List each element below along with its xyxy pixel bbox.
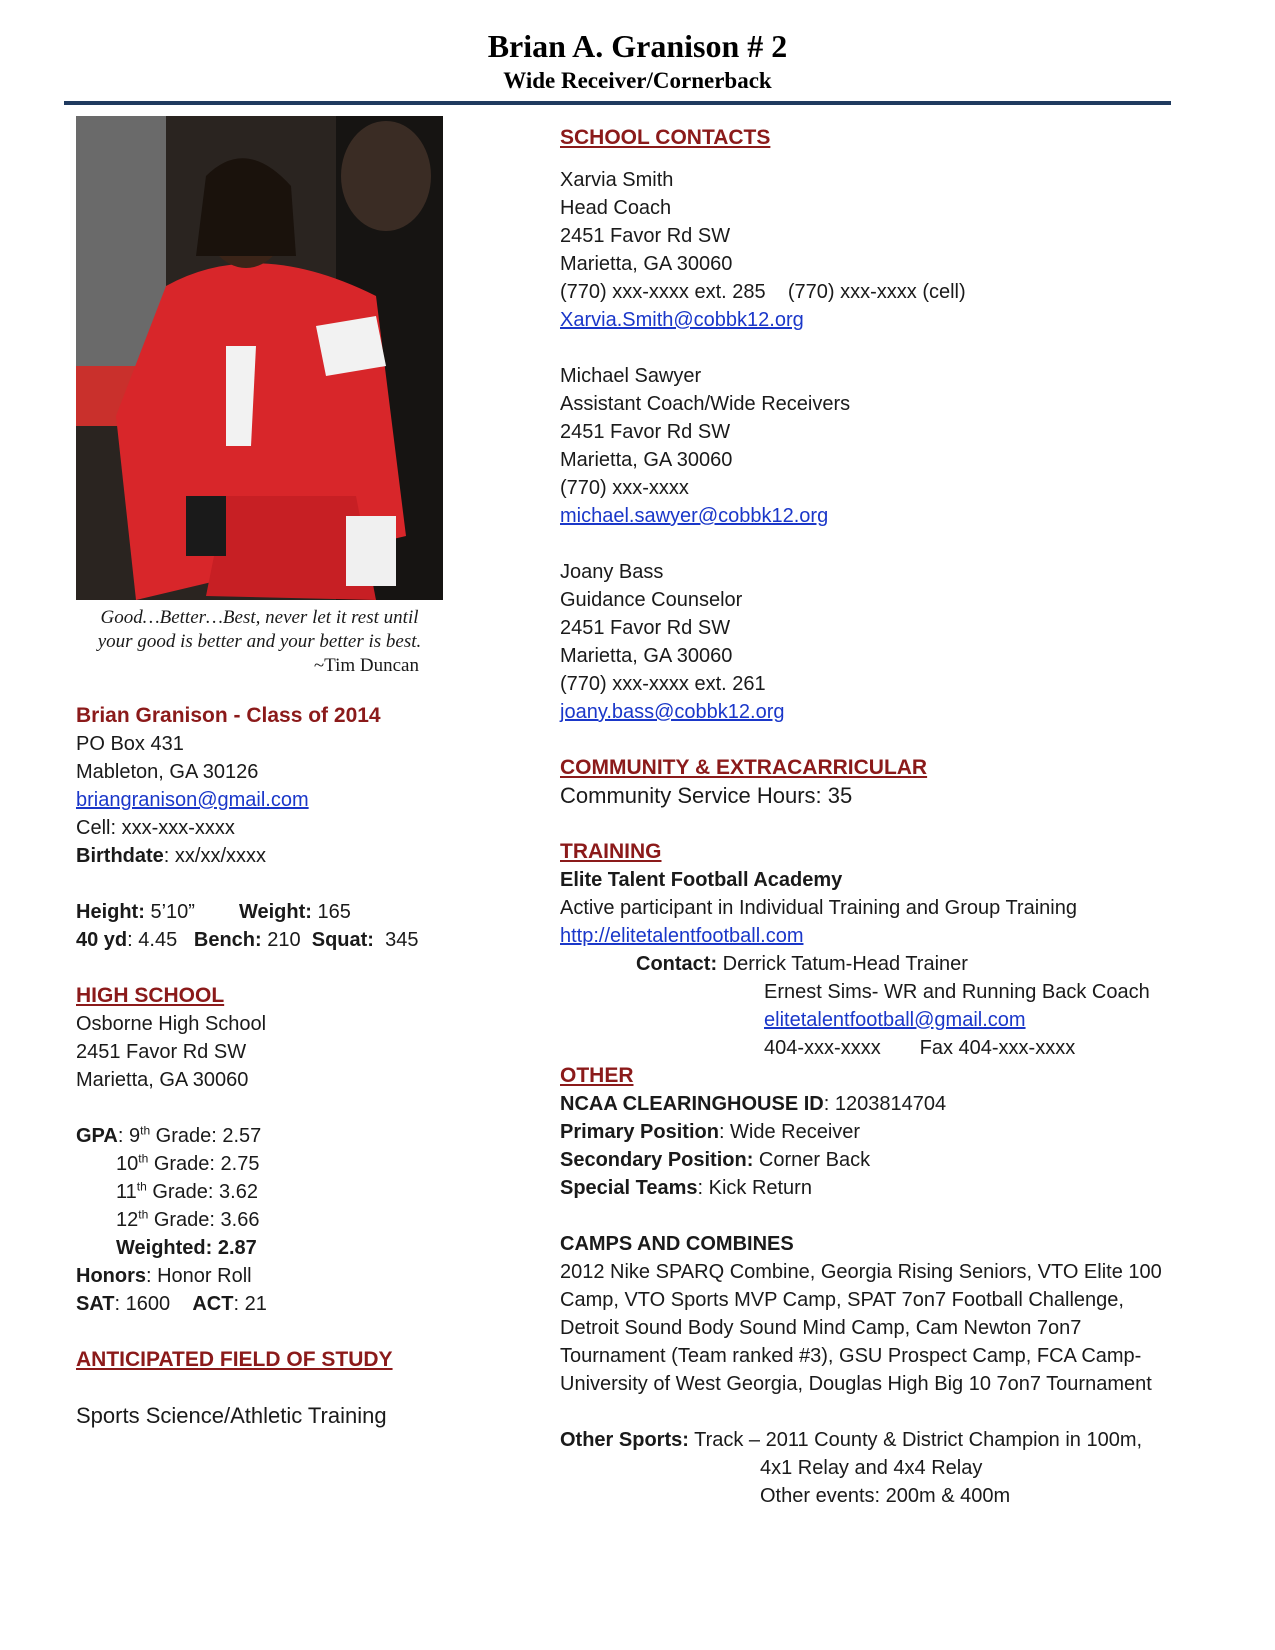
training-contact-2: Ernest Sims- WR and Running Back Coach: [764, 981, 1150, 1003]
profile-address-1: PO Box 431: [76, 733, 184, 755]
honors: Honors: Honor Roll: [76, 1265, 252, 1287]
primary-position: Primary Position: Wide Receiver: [560, 1121, 861, 1143]
profile-height-weight: Height: 5’10” Weight: 165: [76, 901, 351, 923]
field-of-study-value: Sports Science/Athletic Training: [76, 1403, 387, 1428]
contact-role: Assistant Coach/Wide Receivers: [560, 393, 851, 415]
camps-line-4: Tournament (Team ranked #3), GSU Prospect Camp, FCA Camp-: [560, 1345, 1142, 1367]
right-column: [560, 124, 1200, 1510]
training-url-link[interactable]: http://elitetalentfootball.com: [560, 925, 804, 947]
other-heading: OTHER: [560, 1064, 634, 1087]
ncaa-id: NCAA CLEARINGHOUSE ID: 1203814704: [560, 1093, 947, 1115]
secondary-position: Secondary Position: Corner Back: [560, 1149, 871, 1171]
contact-phone: (770) xxx-xxxx ext. 261: [560, 673, 766, 695]
training-heading: TRAINING: [560, 840, 662, 863]
contact-address-1: 2451 Favor Rd SW: [560, 225, 731, 247]
field-of-study-heading: ANTICIPATED FIELD OF STUDY: [76, 1348, 393, 1371]
community-heading: COMMUNITY & EXTRACARRICULAR: [560, 756, 928, 779]
test-scores: SAT: 1600 ACT: 21: [76, 1293, 267, 1315]
training-email-link[interactable]: elitetalentfootball@gmail.com: [764, 1009, 1026, 1031]
camps-heading: CAMPS AND COMBINES: [560, 1233, 794, 1255]
gpa-row-9: GPA: 9th Grade: 2.57: [76, 1123, 262, 1147]
camps-line-1: 2012 Nike SPARQ Combine, Georgia Rising Seniors, VTO Elite 100: [560, 1261, 1162, 1283]
profile-email-link[interactable]: briangranison@gmail.com: [76, 789, 309, 811]
camps-line-5: University of West Georgia, Douglas High Big 10 7on7 Tournament: [560, 1373, 1152, 1395]
school-contacts-heading: SCHOOL CONTACTS: [560, 126, 771, 149]
profile-cell: Cell: xxx-xxx-xxxx: [76, 817, 235, 839]
contact-card-guidance-counselor: [560, 558, 1200, 726]
other-sports-line-1: Other Sports: Track – 2011 County & District Champion in 100m,: [560, 1429, 1143, 1451]
camps-line-3: Detroit Sound Body Sound Mind Camp, Cam Newton 7on7: [560, 1317, 1082, 1339]
camps-line-2: Camp, VTO Sports MVP Camp, SPAT 7on7 Football Challenge,: [560, 1289, 1124, 1311]
contact-address-1: 2451 Favor Rd SW: [560, 421, 731, 443]
quote-author: ~Tim Duncan: [313, 655, 419, 676]
contact-email-link[interactable]: michael.sawyer@cobbk12.org: [560, 505, 829, 527]
contact-name: Michael Sawyer: [560, 365, 702, 387]
quote-line-1: Good…Better…Best, never let it rest until: [100, 607, 419, 628]
player-name: Brian A. Granison # 2: [487, 28, 788, 64]
high-school-address-1: 2451 Favor Rd SW: [76, 1041, 247, 1063]
high-school-name: Osborne High School: [76, 1013, 267, 1035]
motivational-quote: [76, 606, 443, 678]
contact-address-1: 2451 Favor Rd SW: [560, 617, 731, 639]
training-academy: Elite Talent Football Academy: [560, 869, 843, 891]
community-hours: Community Service Hours: 35: [560, 783, 853, 808]
quote-line-2: your good is better and your better is best.: [97, 631, 422, 652]
contact-card-assistant-coach: [560, 362, 1200, 530]
gpa-row-10: 10th Grade: 2.75: [116, 1151, 260, 1175]
gpa-row-12: 12th Grade: 3.66: [116, 1207, 260, 1231]
high-school-heading: HIGH SCHOOL: [76, 984, 225, 1007]
contact-email-link[interactable]: Xarvia.Smith@cobbk12.org: [560, 309, 804, 331]
profile-title: Brian Granison - Class of 2014: [76, 704, 381, 727]
contact-role: Guidance Counselor: [560, 589, 743, 611]
header-divider: [64, 101, 1171, 105]
contact-role: Head Coach: [560, 197, 672, 219]
gpa-weighted: Weighted: 2.87: [116, 1237, 257, 1259]
contact-email-link[interactable]: joany.bass@cobbk12.org: [560, 701, 785, 723]
profile-birthdate: Birthdate: xx/xx/xxxx: [76, 845, 267, 867]
gpa-row-11: 11th Grade: 3.62: [116, 1179, 258, 1203]
contact-phone: (770) xxx-xxxx ext. 285 (770) xxx-xxxx (cell): [560, 281, 966, 303]
contact-name: Xarvia Smith: [560, 169, 674, 191]
other-sports-line-2: 4x1 Relay and 4x4 Relay: [760, 1457, 983, 1479]
left-column: [76, 702, 506, 1430]
contact-address-2: Marietta, GA 30060: [560, 645, 733, 667]
training-contact-1: Contact: Derrick Tatum-Head Trainer: [636, 953, 968, 975]
profile-measurables: 40 yd: 4.45 Bench: 210 Squat: 345: [76, 929, 419, 951]
contact-name: Joany Bass: [560, 561, 664, 583]
player-photo: [76, 116, 443, 600]
contact-card-head-coach: [560, 166, 1200, 334]
contact-address-2: Marietta, GA 30060: [560, 253, 733, 275]
training-phone-fax: 404-xxx-xxxx Fax 404-xxx-xxxx: [764, 1037, 1076, 1059]
contact-address-2: Marietta, GA 30060: [560, 449, 733, 471]
profile-address-2: Mableton, GA 30126: [76, 761, 259, 783]
contact-phone: (770) xxx-xxxx: [560, 477, 689, 499]
training-description: Active participant in Individual Training and Group Training: [560, 897, 1077, 919]
special-teams: Special Teams: Kick Return: [560, 1177, 812, 1199]
player-position: Wide Receiver/Cornerback: [503, 68, 772, 93]
high-school-address-2: Marietta, GA 30060: [76, 1069, 249, 1091]
other-sports-line-3: Other events: 200m & 400m: [760, 1485, 1011, 1507]
